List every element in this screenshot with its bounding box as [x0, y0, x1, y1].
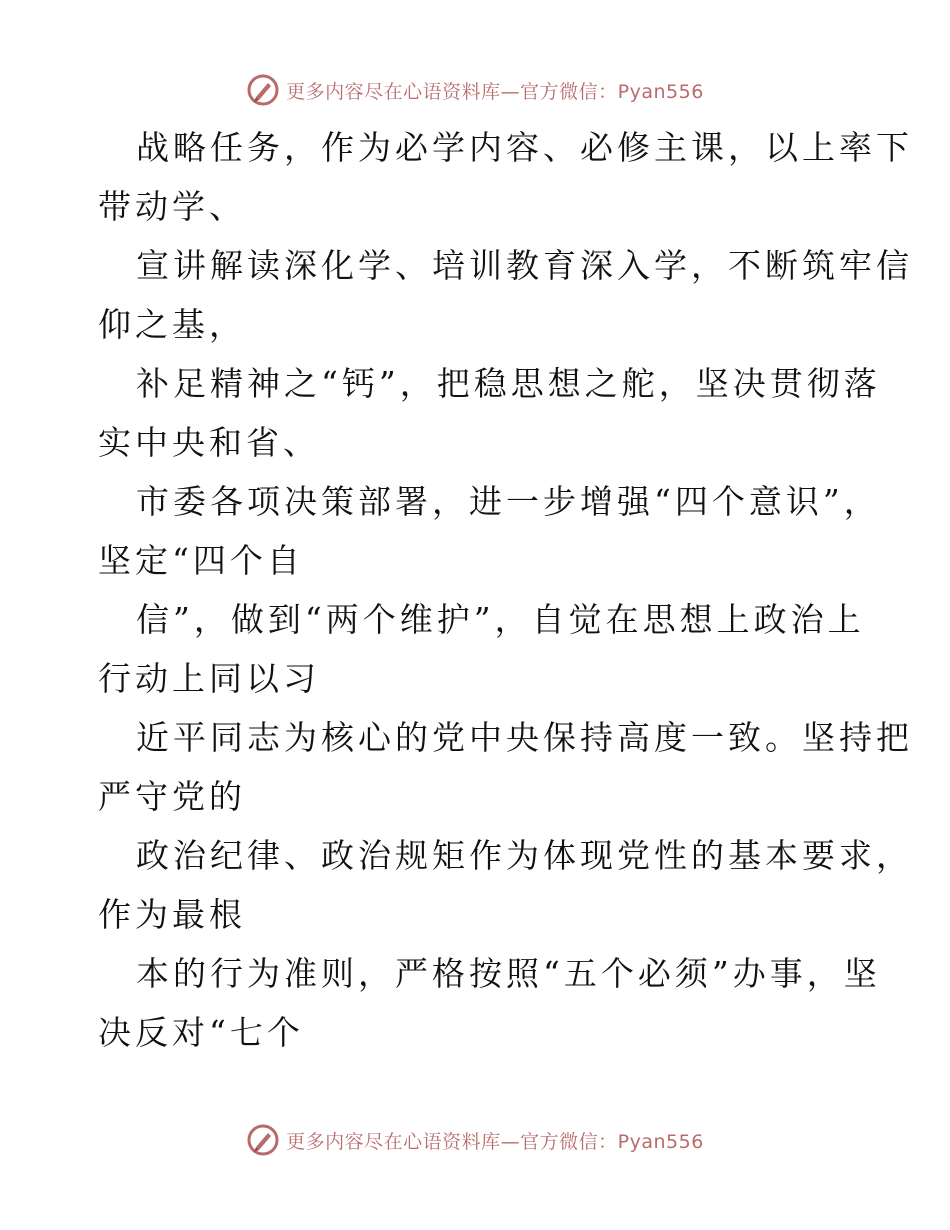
body-line: 行动上同以习: [98, 659, 320, 698]
body-line: 仰之基，: [98, 305, 246, 344]
body-line: 补足精神之“钙”，把稳思想之舵，坚决贯彻落: [136, 364, 881, 403]
body-line: 近平同志为核心的党中央保持高度一致。坚持把: [136, 718, 913, 757]
header-watermark-banner: [0, 70, 950, 110]
body-line: 作为最根: [98, 895, 246, 934]
body-line: 带动学、: [98, 187, 246, 226]
body-line: 实中央和省、: [98, 423, 320, 462]
footer-watermark-banner: [0, 1120, 950, 1160]
body-line: 政治纪律、政治规矩作为体现党性的基本要求，: [136, 836, 913, 875]
pen-circle-logo-icon: [246, 73, 280, 107]
body-line: 战略任务，作为必学内容、必修主课，以上率下: [136, 128, 913, 167]
body-line: 宣讲解读深化学、培训教育深入学，不断筑牢信: [136, 246, 913, 285]
body-line: 决反对“七个: [98, 1013, 304, 1052]
body-line: 严守党的: [98, 777, 246, 816]
footer-banner-text: 更多内容尽在心语资料库—官方微信：Pyan556: [286, 1130, 704, 1153]
body-line: 本的行为准则，严格按照“五个必须”办事，坚: [136, 954, 881, 993]
body-line: 坚定“四个自: [98, 541, 304, 580]
document-body: [98, 118, 913, 1062]
body-line: 信”，做到“两个维护”，自觉在思想上政治上: [136, 600, 865, 639]
header-banner-text: 更多内容尽在心语资料库—官方微信：Pyan556: [286, 80, 704, 103]
pen-circle-logo-icon: [246, 1123, 280, 1157]
body-line: 市委各项决策部署，进一步增强“四个意识”，: [136, 482, 881, 521]
